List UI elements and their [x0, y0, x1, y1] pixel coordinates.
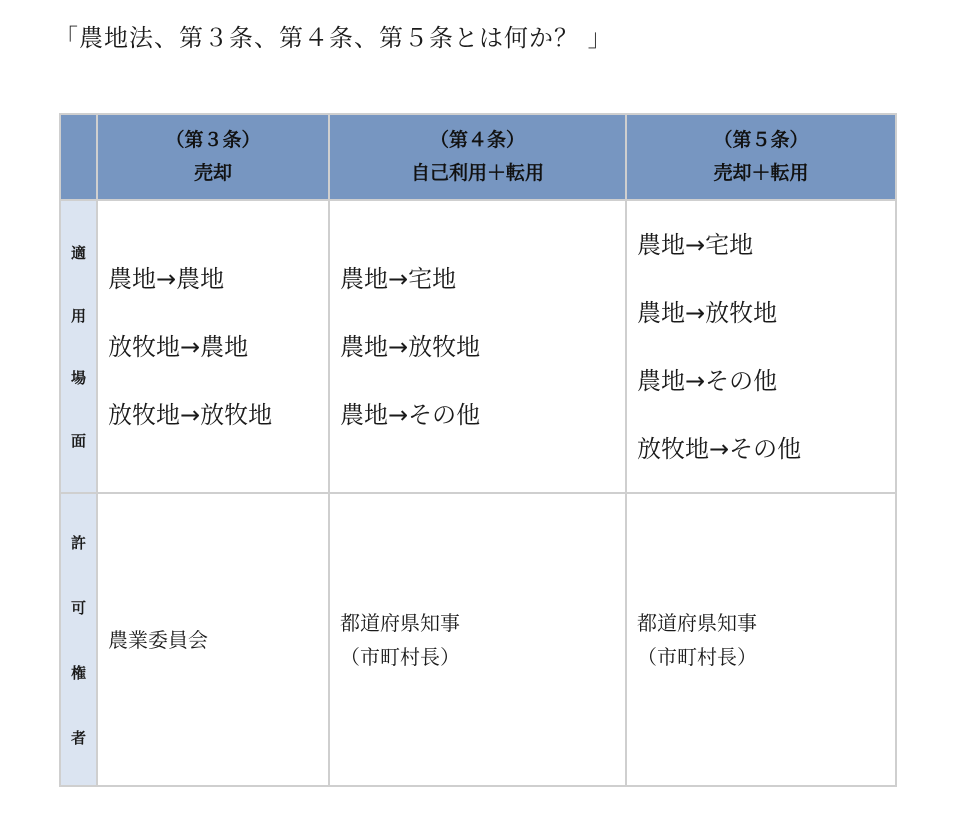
authority-subtext: （市町村長）	[637, 644, 757, 669]
header-article-3-type: 売却	[193, 162, 232, 184]
comparison-table	[59, 113, 897, 787]
scope-article-5-cell	[626, 200, 896, 493]
authority-text: 農業委員会	[108, 627, 208, 652]
scope-article-3-cell	[97, 200, 329, 493]
header-article-4-type: 自己利用＋転用	[410, 162, 544, 184]
authority-label-char: 権	[70, 663, 86, 682]
scope-item: 農地→放牧地	[637, 298, 778, 327]
scope-item: 放牧地→その他	[637, 434, 802, 463]
scope-article-4-cell	[329, 200, 626, 493]
authority-row	[60, 493, 896, 786]
authority-article-3-cell	[97, 493, 329, 786]
scope-label-char: 面	[70, 431, 86, 450]
header-row	[60, 114, 896, 200]
header-article-5-type: 売却＋転用	[713, 162, 809, 184]
scope-item: 農地→農地	[108, 264, 225, 293]
scope-label-char: 用	[70, 306, 86, 325]
authority-row-label	[60, 493, 97, 786]
authority-text: 都道府県知事	[637, 610, 757, 635]
scope-item: 放牧地→農地	[108, 332, 249, 361]
header-article-3	[97, 114, 329, 200]
scope-item: 放牧地→放牧地	[108, 400, 273, 429]
header-article-5	[626, 114, 896, 200]
authority-label-char: 許	[70, 533, 86, 552]
authority-label-char: 者	[70, 728, 86, 747]
page-title: 「農地法、第３条、第４条、第５条とは何か？ 」	[54, 24, 613, 52]
scope-row	[60, 200, 896, 493]
scope-label-char: 場	[70, 369, 86, 388]
header-article-4-number: （第４条）	[429, 129, 525, 151]
authority-article-5-cell	[626, 493, 896, 786]
scope-item: 農地→その他	[637, 366, 778, 395]
header-article-4	[329, 114, 626, 200]
header-article-5-number: （第５条）	[713, 129, 809, 151]
authority-label-char: 可	[70, 598, 86, 617]
scope-label-char: 適	[70, 244, 86, 263]
scope-item: 農地→その他	[340, 400, 481, 429]
authority-subtext: （市町村長）	[340, 644, 460, 669]
scope-item: 農地→宅地	[340, 264, 457, 293]
scope-item: 農地→宅地	[637, 230, 754, 259]
scope-item: 農地→放牧地	[340, 332, 481, 361]
header-corner-cell	[60, 114, 97, 200]
authority-text: 都道府県知事	[340, 610, 460, 635]
scope-row-label	[60, 200, 97, 493]
authority-article-4-cell	[329, 493, 626, 786]
header-article-3-number: （第３条）	[165, 129, 261, 151]
